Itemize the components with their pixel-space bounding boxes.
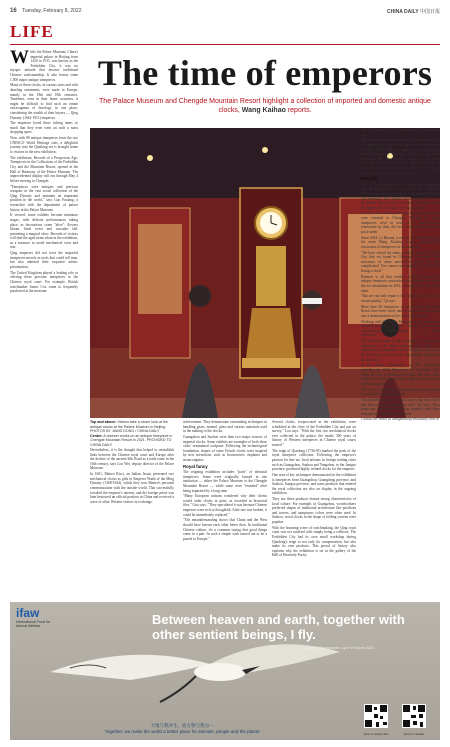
ifaw-advertisement — [10, 602, 440, 740]
paragraph: "Many European artisans wondered why their clients would order clocks in pairs, as recorded in historical files," Guo says. "They speculated it was because Chinese emperors were rich or thoughtful. After one was broken, it could be immediately replaced." — [183, 494, 267, 517]
paragraph: In 1601, Matteo Ricci, an Italian Jesuit, presented two mechanical clocks as gifts to Emperor Wanli of the Ming Dynasty (1368-1644), which they won Matteo's personal communication with the outside world. That successfully tweaked the emperor's interest, and the foreign priest was later bestowed an official position in China and received a wave of other Western visitors in exchange. — [90, 472, 174, 504]
ifaw-tagline: International Fund for Animal Welfare — [16, 620, 51, 628]
paragraph: The emperors loved these ticking items so much that they even went on such a mass shopping spree. — [10, 121, 78, 135]
paragraph: Working with the Palace Museum on restoration was mutually beneficial, Qi says. "We now have a more comprehensive understanding of our entire collection." — [361, 319, 440, 338]
paragraph: The technique used in the restoration of the antique timepieces at the Palace Museum was listed as a national-level intangible cultural heritage in 2014, but Qi and Wang used to be the only regular restorers at the museum. — [361, 339, 440, 362]
paragraph: Patience is all they needed. A pilot program for antique timepiece restoration was officially set up by the two institutions in 2014, with seven restorers in the team. — [361, 274, 440, 293]
paragraph: If viewed, some exhibits become miniature stages, with delicate performances taking place, as decorations come "alive": flowers bloom, birds tweet and cascades fall, presenting a magical show. Records of visitors will find the aged items silent in the exhibition, as a measure to avoid mechanical wear and tear. — [10, 213, 78, 250]
paragraph: The exhibition, Records of a Prosperous Age: Timepieces in the Collections of the Forbidden City and the Mountain Resort, opened at the Hall of Harmony of the Palace Museum. The unprecedented display will run through May 4 before moving to Chengde. — [10, 155, 78, 183]
paragraph: Several clocks, reciprocated in the exhibition, were scheduled at the close of the Forbidden City and put on survey," Lou says. "With the first two mechanical clocks ever collected in the palace, the nearly 300 years of history of Western timepieces in Chinese royal courts started." — [272, 420, 356, 447]
paragraph: "Timepieces were antiques and precious weapons in the vast social collection of the Qing Dynasty and maintain an important position in the world," says Guo Fuxiang, a researcher with the department of palace history at the Palace Museum. — [10, 184, 78, 212]
paragraph: "The misunderstanding shows that China and the West should have known each other better then. In traditional Chinese culture, it's a common saying that good things come in a pair. In such a simple wish turned out to be a puzzle to Europe." — [183, 518, 267, 541]
issue-date: Tuesday, February 8, 2022 — [22, 8, 82, 14]
ad-slogan-cn: 天地与我并生，而万物与我为一 — [150, 723, 214, 728]
paragraph: The United Kingdom played a leading role in offering these precious timepieces to the Chinese royal court. For example, British watchmaker James Cox came to frequently purchased at the museum. — [10, 270, 78, 294]
paragraph: Qing emperors did not treat the imported timepieces merely as tools that could tell time, but also admired their exquisite artistic presentation. — [10, 251, 78, 270]
ad-slogan — [20, 723, 344, 734]
paragraph: More than 30 timepieces of the Chengde Mountain Resort have been fixed, and the ongoing exhibition is also a demonstration of the team's achievement. — [361, 304, 440, 318]
paragraph: Many of these clocks, in various sizes and with dazzling ornaments, were made in Europe, mainly in the 18th and 19th centuries. Timelines, even in their home countries, it might be difficult to find such an ornate extravaganza of horology in one place, considering the wealth of their buyers — Qing Dynasty (1644-1911) emperors. — [10, 83, 78, 120]
paragraph: Now, with 80 antique timepieces from the two UNESCO World Heritage sites, a delightful journey into the Qianlong era is brought home to visitors in the new exhibition. — [10, 136, 78, 155]
paragraph: "But we can only repair a few long-time processes to ensure quality," Qi says. — [361, 294, 440, 303]
paragraph: With the booming scene of watchmaking, the Qing royal court was not satisfied with simply being a collector. The Forbidden City had its own small workshop during Qianlong's reign to not only fix compensation, but also make its own products. This period of history also explains why the exhibition is set in the gallery of the Hall of Heavenly Purity. — [272, 525, 356, 558]
deck: The Palace Museum and Chengde Mountain Resort highlight a collection of imported and domestic antique clocks, Wang Kaihao reports. — [99, 98, 431, 114]
left-column — [10, 50, 78, 560]
ad-headline: Between heaven and earth, together with other sentient beings, I fly. — [152, 612, 405, 642]
subhead: New life — [361, 176, 378, 182]
headline: The time of emperors — [97, 53, 433, 93]
qr-code-1[interactable] — [364, 704, 388, 728]
paragraph: The reign of Qianlong (1736-95) marked the peak of the royal timepiece collection. Following the emperor's passion for fine art, local artisans in foreign trading cities such as Guangzhou, Suzhou and Yangzhou, in the Jiangsu province, produced highly refined clocks for the emperor. — [272, 448, 356, 472]
masthead-logo: CHINA DAILY — [387, 9, 419, 15]
masthead — [387, 8, 440, 15]
qr-code-icon — [402, 704, 426, 728]
paragraph: One area of key techniques demonstrated in the exhibition is timepieces from Guangzhou, Guangdong province, and Suzhou, Jiangsu province, and some products that entered the royal collection are also on display in the ongoing exhibition. — [272, 472, 356, 496]
paragraph: In 1934, when leaving Nanjing, these precious items were returned to Chengde. Through the aging timepieces were in need of a comprehensive renovation by then, the lack of necessary equipment put it under. — [361, 211, 440, 234]
masthead-cn: 中国日报 — [419, 9, 440, 15]
paragraph: Guangzhou and Suzhou were then two major sources of imperial clocks. Some exhibits are examples of both these cities' ornamental sculpture. Following the technological foundation, shapes of some French clocks were inspired by new inventions, such as locomotives, airplanes and steam engines. — [183, 434, 267, 462]
paragraph: "Accidentally or not, we have a growing team and I also have my own apprentices now," Qi says. "Now items are displayed after being repaired, and these treasures are continuously admired." — [361, 397, 440, 416]
paragraph: The timepieces represent not only the glorious days of the imperial age, but also its decline. When Emperor Guangxu (1875-1908) was under house arrest by the powerful Empress Dowager Cixi, and helplessly witnessed the deep social collapse of his time, repairing clocks at the Palace Museum ended, as Guangxu told his relatives that there were clocks in the collection of about 20,000 pieces. — [361, 138, 440, 175]
section-rule — [10, 44, 440, 45]
paragraph: The reigning exhibition includes "pairs" of identical timepieces. Some were originally housed in one institution — either the Palace Museum or the Chengde Mountain Resort — while some were "reunited" after being separated by a long time. — [183, 470, 267, 493]
contact-line: Contact the writer at wangkaihao@chinadaily.com.cn — [361, 417, 439, 422]
qr-code-2-label: Scan for details — [403, 732, 425, 736]
paragraph: "We have solved the same problems in the Forbidden City that we found in Chengde," Qi recalls. "But structures of some mechanical places are very complicated. You cannot run against the clock when fixing a clock." — [361, 250, 440, 273]
paragraph: In the online documentary on the restoration, including the 2016 Masters in the Forbidden City, Wang Jin was a celebrity overnight, and since then, numerous young people have applied for the once lonesome position. — [361, 363, 440, 386]
paragraph: The seven restorers at the Palace Museum are teaching a total of 20 young apprentices. — [361, 387, 440, 397]
subhead: Royal fancy — [183, 463, 208, 469]
article-column-2 — [183, 420, 267, 596]
section-title: LIFE — [10, 22, 54, 41]
contact-email: wangkaihao@chinadaily.com.cn — [391, 417, 439, 422]
drop-cap: W — [10, 50, 29, 68]
paragraph: achievement. They demonstrate outstanding techniques in handling gears, enamel, glass and various materials used in the making of the clocks. — [183, 420, 267, 434]
running-header — [10, 8, 440, 18]
photo-caption: Top and above: Visitors take a closer look at the antique clocks at the Palace Museum in Beijing. PHOTOS BY JIANG DONG / CHINA DAILY Center: A restorer works on an antique timepiece in Chengde Mountain Resort in 2021. PROVIDED TO CHINA DAILY — [90, 420, 173, 447]
article-column-4 — [272, 420, 356, 596]
article-column-3 — [90, 448, 174, 596]
paragraph: Nevertheless, it is the thought that helped to reestablish links between the Chinese royal court and Europe after the decline of the ancient Silk Road as a trade route in the 16th century, says Lou Wei, deputy director of the Palace Museum. — [90, 448, 174, 471]
ifaw-logo: ifaw — [16, 606, 40, 620]
page-number: 16 — [10, 8, 17, 14]
paragraph: This is the second time the timepieces from the Chengde Mountain Resort have left as one. As the War of Resistance Against Japanese Aggression (1931-45) was underway, key cultural relics were moved out of the former imperial resort and they were taken out of Chengde and it took half a century to return. — [361, 182, 440, 210]
ad-slogan-en: Together, we make the world a better place for animals, people and the planet — [104, 729, 260, 734]
paragraph: Purity. That was where the imperial workshop once was. — [361, 128, 440, 137]
qr-code-1-label: Scan to follow ifaw — [363, 732, 389, 736]
qr-code-2[interactable] — [402, 704, 426, 728]
paragraph: Since 2018, Li Haoran, a restorer at the museum, and his team Wang Xiaoting began comprehensive restoration of timepieces at the museum. — [361, 235, 440, 249]
ad-credit: — Zhaxiqi, Photographer, Lynx of Nature 2021 — [300, 646, 374, 650]
right-column — [361, 128, 440, 598]
paragraph: They use these products feature strong characteristics of local culture. For example, in Guangzhou, woodworkers preferred shapes of traditional architecture like pavilions and towers, and sumptuous colors were often used. In Suzhou, wood clocks in the shape of folding screens were popular. — [272, 497, 356, 525]
deck-author: Wang Kaihao — [241, 107, 286, 114]
paragraph: While the Palace Museum, China's imperial palace in Beijing from 1420 to 1911, was known as the Forbidden City, it was no myopic attitude that decrees traditional Chinese craftsmanship. It also boasts some 1,500 major antique timepieces. — [10, 50, 78, 82]
qr-code-icon — [364, 704, 388, 728]
